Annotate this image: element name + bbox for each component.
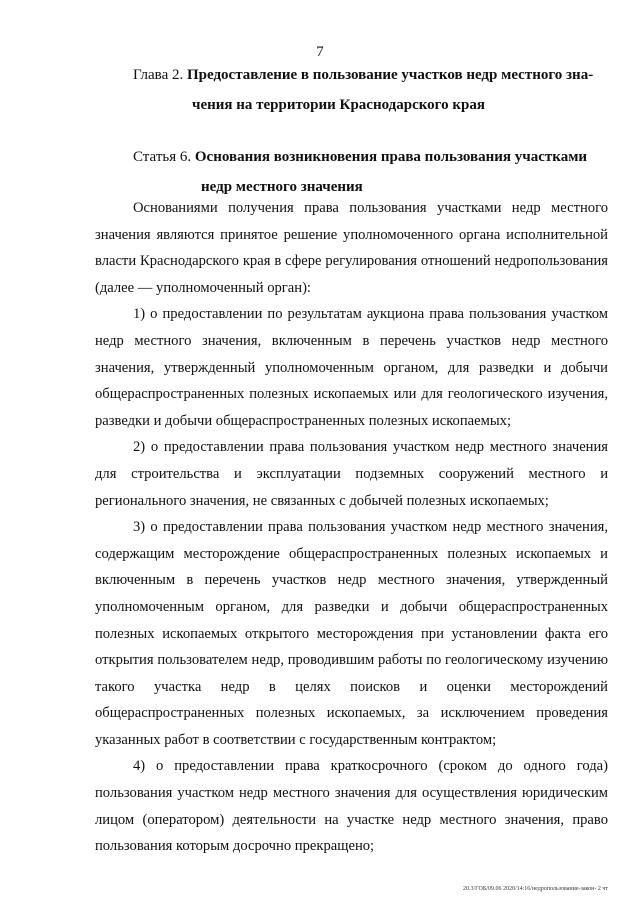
article-title-line1: Основания возникновения права пользования участками [194, 149, 588, 165]
chapter-title-line1: Предоставление в пользование участков недр местного зна- [186, 67, 594, 83]
chapter-heading [133, 60, 613, 120]
paragraph-item-1: 1) о предоставлении по результатам аукциона права пользования участком недр местного значения, включенным в перечень участков недр местного значения, утвержденный уполномоченным органом, для разведки и добычи общераспространенных полезных ископаемых или для геологического изучения, разведки и добычи общераспространенных полезных ископаемых; [95, 306, 608, 429]
page-number: 7 [316, 44, 324, 60]
paragraph-item-4: 4) о предоставлении права краткосрочного (сроком до одного года) пользования участком недр местного значения для осуществления юридическим лицом (оператором) деятельности на участке недр местного значения, право пользования которым досрочно прекращено; [95, 758, 608, 855]
paragraph-item-2: 2) о предоставлении права пользования участком недр местного значения для строительства и эксплуатации подземных сооружений местного и регионального значения, не связанных с добычей полезных ископаемых; [95, 439, 608, 509]
chapter-title-line2: чения на территории Краснодарского края [192, 97, 485, 113]
article-body [95, 195, 608, 860]
paragraph-item-3: 3) о предоставлении права пользования участком недр местного значения, содержащим месторождение общераспространенных полезных ископаемых и включенным в перечень участков недр местного значения, утвержденный уполномоченным органом, для разведки и добычи общераспространенных полезных ископаемых открытого месторождения при установлении факта его открытия пользователем недр, проводившим работы по геологическому изучению такого участка недр в целях поисков и оценки месторождений общераспространенных полезных ископаемых, за исключением проведения указанных работ в соответствии с государственным контрактом; [95, 519, 608, 748]
paragraph-intro: Основаниями получения права пользования участками недр местного значения являются принятое решение уполномоченного органа исполнительной власти Краснодарского края в сфере регулирования отношений недропользования (далее — уполномоченный орган): [95, 200, 608, 296]
article-heading [133, 142, 613, 202]
chapter-label: Глава 2. [133, 67, 184, 83]
article-label: Статья 6. [133, 149, 192, 165]
article-title-line2: недр местного значения [201, 179, 363, 195]
document-footer: 20.3/ГОБ/09.06 2020/14:16/недропользование-закон- 2 чт [463, 886, 608, 892]
